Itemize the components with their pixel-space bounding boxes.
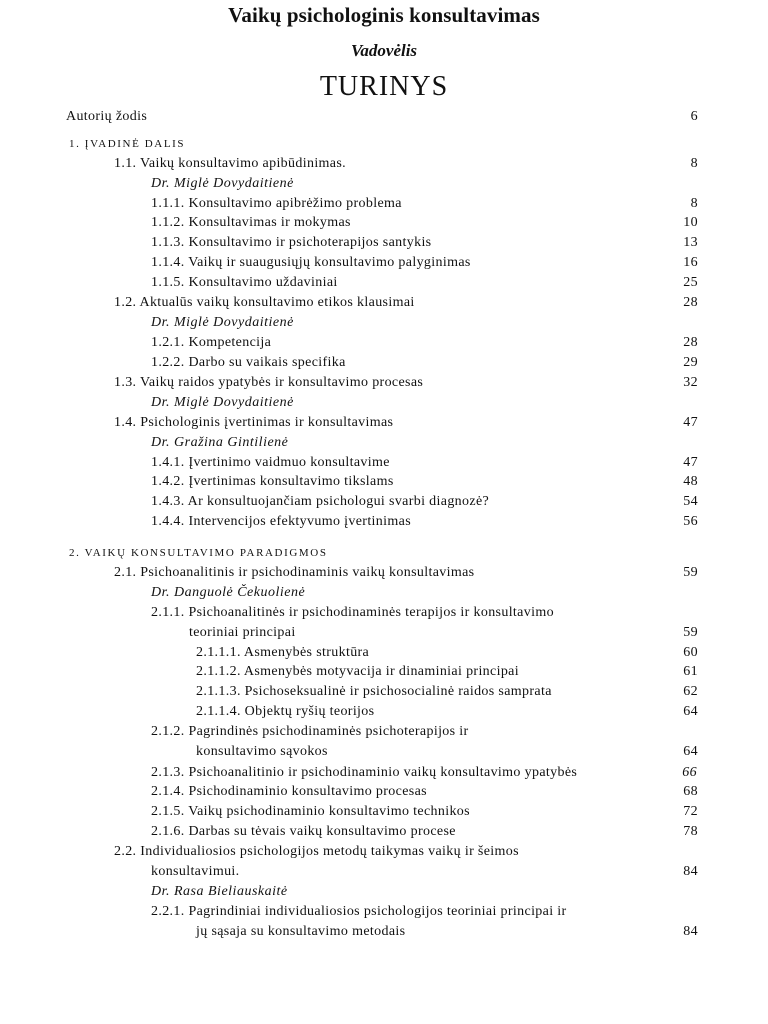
toc-author xyxy=(151,434,288,452)
toc-entry-title: 1. ĮVADINĖ DALIS xyxy=(69,138,186,150)
toc-entry xyxy=(151,764,697,782)
document-title: Vaikų psichologinis konsultavimas xyxy=(228,3,540,27)
toc-page-number: 6 xyxy=(690,109,698,124)
toc-page-number: 29 xyxy=(683,355,698,370)
toc-entry-title: 2.1.1.3. Psichoseksualinė ir psichosocialinė raidos samprata xyxy=(196,684,552,699)
toc-author xyxy=(151,314,294,332)
toc-entry-title: 1.4.3. Ar konsultuojančiam psichologui svarbi diagnozė? xyxy=(151,494,490,509)
toc-entry xyxy=(196,923,698,941)
toc-entry-title: teoriniai principai xyxy=(189,625,296,640)
toc-page-number: 28 xyxy=(683,295,698,310)
toc-entry-title: Dr. Rasa Bieliauskaitė xyxy=(151,884,288,899)
toc-entry-title: 2.1. Psichoanalitinis ir psichodinaminis vaikų konsultavimas xyxy=(114,565,475,580)
toc-entry-title: 1.1.1. Konsultavimo apibrėžimo problema xyxy=(151,196,402,211)
toc-entry-title: 2.1.3. Psichoanalitinio ir psichodinaminio vaikų konsultavimo ypatybės xyxy=(151,765,578,780)
toc-entry xyxy=(151,195,698,213)
toc-entry xyxy=(66,108,698,126)
toc-entry-title: 2.1.1.2. Asmenybės motyvacija ir dinaminiai principai xyxy=(196,664,519,679)
toc-page-number: 32 xyxy=(683,375,698,390)
toc-page-number: 68 xyxy=(683,784,698,799)
toc-entry xyxy=(151,354,698,372)
toc-page-number: 62 xyxy=(683,684,698,699)
toc-entry-title: 1.1.5. Konsultavimo uždaviniai xyxy=(151,275,338,290)
toc-author xyxy=(151,584,305,602)
toc-entry xyxy=(151,473,698,491)
toc-page-number: 64 xyxy=(683,704,698,719)
document-subtitle: Vadovėlis xyxy=(350,41,418,60)
toc-entry-title: 1.2.2. Darbo su vaikais specifika xyxy=(151,355,346,370)
toc-part-heading xyxy=(69,544,328,562)
toc-entry xyxy=(151,783,698,801)
toc-author xyxy=(151,883,288,901)
toc-entry xyxy=(114,294,698,312)
toc-entry-title: Autorių žodis xyxy=(66,109,148,124)
toc-entry xyxy=(114,843,519,861)
contents-heading: TURINYS xyxy=(319,71,449,102)
toc-entry-title: 1.1.3. Konsultavimo ir psichoterapijos santykis xyxy=(151,235,432,250)
toc-entry-title: jų sąsaja su konsultavimo metodais xyxy=(196,924,406,939)
toc-entry xyxy=(114,414,698,432)
toc-entry-title: 1.4. Psichologinis įvertinimas ir konsultavimas xyxy=(114,415,394,430)
toc-entry xyxy=(151,903,567,921)
toc-page-number: 28 xyxy=(683,335,698,350)
toc-entry xyxy=(196,644,698,662)
toc-entry-title: 2.1.2. Pagrindinės psichodinaminės psichoterapijos ir xyxy=(151,724,469,739)
toc-entry-title: 1.3. Vaikų raidos ypatybės ir konsultavimo procesas xyxy=(114,375,424,390)
toc-entry-title: Dr. Gražina Gintilienė xyxy=(151,435,289,450)
toc-entry xyxy=(151,723,469,741)
toc-entry-title: 2.1.5. Vaikų psichodinaminio konsultavimo technikos xyxy=(151,804,470,819)
toc-entry-title: 2.1.1.4. Objektų ryšių teorijos xyxy=(196,704,375,719)
toc-page-number: 66 xyxy=(682,765,697,780)
toc-page-number: 8 xyxy=(690,156,698,171)
toc-entry-title: 1.4.2. Įvertinimas konsultavimo tikslams xyxy=(151,474,394,489)
toc-entry-title: Dr. Danguolė Čekuolienė xyxy=(151,585,306,600)
toc-entry-title: 2. VAIKŲ KONSULTAVIMO PARADIGMOS xyxy=(69,547,328,559)
toc-page-number: 13 xyxy=(683,235,698,250)
toc-page-number: 54 xyxy=(683,494,698,509)
toc-entry-title: Dr. Miglė Dovydaitienė xyxy=(151,315,294,330)
toc-entry-title: konsultavimui. xyxy=(151,864,240,879)
toc-entry-title: 1.4.4. Intervencijos efektyvumo įvertinimas xyxy=(151,514,411,529)
toc-entry-title: 1.2. Aktualūs vaikų konsultavimo etikos klausimai xyxy=(114,295,415,310)
toc-entry xyxy=(196,683,698,701)
toc-entry-title: 2.1.6. Darbas su tėvais vaikų konsultavimo procese xyxy=(151,824,456,839)
toc-entry-title: 2.2.1. Pagrindiniai individualiosios psichologijos teoriniai principai ir xyxy=(151,904,567,919)
toc-entry-title: 1.4.1. Įvertinimo vaidmuo konsultavime xyxy=(151,455,390,470)
toc-entry xyxy=(196,663,698,681)
toc-entry xyxy=(151,334,698,352)
toc-page-number: 10 xyxy=(683,215,698,230)
toc-entry xyxy=(114,564,698,582)
toc-page-number: 60 xyxy=(683,645,698,660)
toc-entry-title: 1.1. Vaikų konsultavimo apibūdinimas. xyxy=(114,156,347,171)
toc-entry-title: 1.1.4. Vaikų ir suaugusiųjų konsultavimo palyginimas xyxy=(151,255,471,270)
toc-page-number: 72 xyxy=(683,804,698,819)
toc-entry xyxy=(151,234,698,252)
toc-page-number: 16 xyxy=(683,255,698,270)
toc-entry-title: konsultavimo sąvokos xyxy=(196,744,328,759)
toc-page-number: 61 xyxy=(683,664,698,679)
toc-page-number: 56 xyxy=(683,514,698,529)
toc-entry xyxy=(196,703,698,721)
toc-entry xyxy=(151,604,554,622)
toc-page-number: 47 xyxy=(683,415,698,430)
toc-entry-title: 1.2.1. Kompetencija xyxy=(151,335,272,350)
toc-entry xyxy=(151,493,698,511)
toc-page-number: 25 xyxy=(683,275,698,290)
toc-entry xyxy=(151,863,698,881)
toc-entry-title: Dr. Miglė Dovydaitienė xyxy=(151,176,294,191)
toc-author xyxy=(151,394,294,412)
toc-page-number: 48 xyxy=(683,474,698,489)
toc-entry xyxy=(114,155,698,173)
toc-entry xyxy=(196,743,698,761)
toc-author xyxy=(151,175,294,193)
toc-entry xyxy=(151,214,698,232)
toc-page-number: 78 xyxy=(683,824,698,839)
toc-entry-title: 2.1.1.1. Asmenybės struktūra xyxy=(196,645,370,660)
toc-entry xyxy=(151,454,698,472)
toc-page-number: 59 xyxy=(683,625,698,640)
toc-entry-title: 1.1.2. Konsultavimas ir mokymas xyxy=(151,215,351,230)
toc-entry xyxy=(151,274,698,292)
toc-page-number: 84 xyxy=(683,864,698,879)
toc-part-heading xyxy=(69,135,185,153)
toc-entry-title: 2.1.1. Psichoanalitinės ir psichodinaminės terapijos ir konsultavimo xyxy=(151,605,554,620)
toc-page-number: 64 xyxy=(683,744,698,759)
toc-entry xyxy=(151,803,698,821)
toc-page-number: 84 xyxy=(683,924,698,939)
toc-entry-title: 2.2. Individualiosios psichologijos metodų taikymas vaikų ir šeimos xyxy=(114,844,519,859)
toc-page-number: 47 xyxy=(683,455,698,470)
toc-entry xyxy=(151,823,698,841)
toc-entry xyxy=(189,624,698,642)
toc-entry xyxy=(114,374,698,392)
toc-entry-title: 2.1.4. Psichodinaminio konsultavimo procesas xyxy=(151,784,427,799)
toc-page-number: 8 xyxy=(690,196,698,211)
toc-entry-title: Dr. Miglė Dovydaitienė xyxy=(151,395,294,410)
toc-entry xyxy=(151,254,698,272)
toc-entry xyxy=(151,513,698,531)
toc-page-number: 59 xyxy=(683,565,698,580)
